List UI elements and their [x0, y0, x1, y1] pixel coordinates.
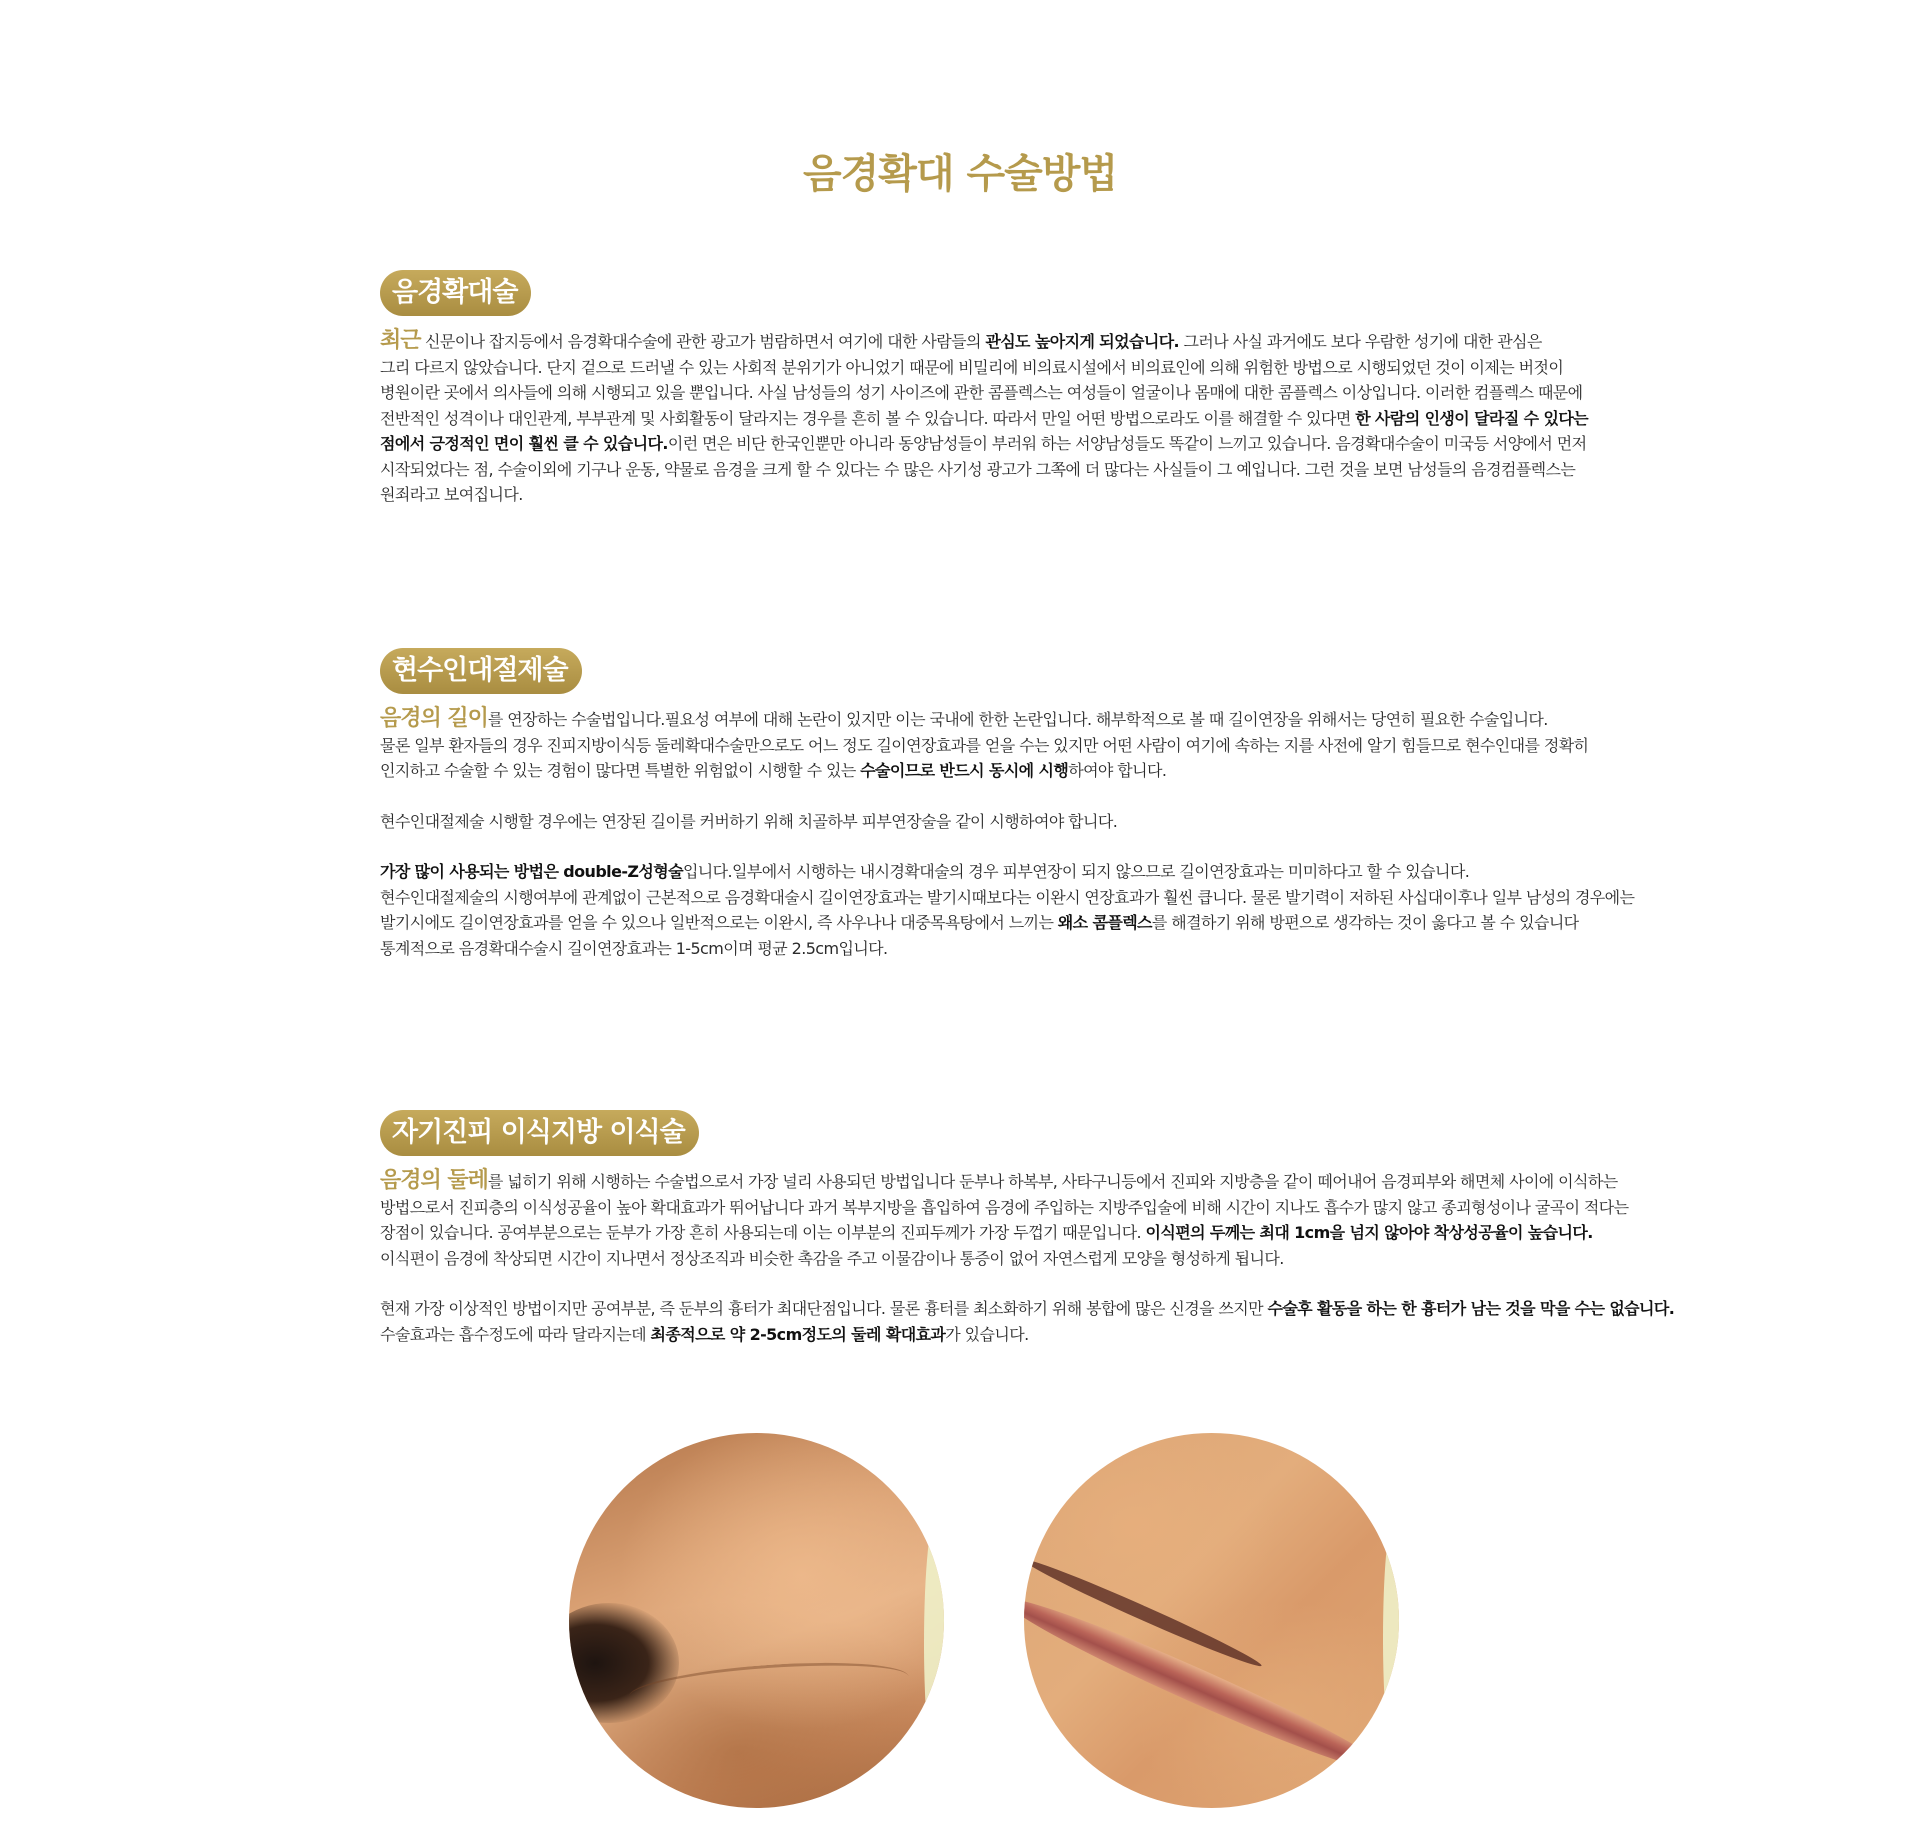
text-line [380, 706, 1700, 733]
text-segment: 방법으로서 진피층의 이식성공율이 높아 확대효과가 뛰어납니다 과거 복부지방을 흡입하여 음경에 주입하는 지방주입술에 비해 시간이 지나도 흡수가 많지 않고 종괴형성이나 굴곡이 적다는 [380, 1197, 1629, 1217]
section-body [380, 328, 1700, 508]
section-dermal-fat-graft [380, 1110, 1700, 1347]
text-line [380, 380, 1700, 406]
text-segment: 시작되었다는 점, 수술이외에 기구나 운동, 약물로 음경을 크게 할 수 있다는 수 많은 사기성 광고가 그쪽에 더 많다는 사실들이 그 예입니다. 그런 것을 보면 남성들의 음경컴플렉스는 [380, 459, 1576, 479]
text-line [380, 1246, 1700, 1272]
text-line [380, 936, 1700, 962]
text-segment: 신문이나 잡지등에서 음경확대수술에 관한 광고가 범람하면서 여기에 대한 사람들의 [420, 332, 986, 351]
text-line [380, 1168, 1700, 1195]
text-line [380, 733, 1700, 759]
text-segment: 수술효과는 흡수정도에 따라 달라지는데 [380, 1324, 651, 1344]
text-segment: 가 있습니다. [945, 1324, 1029, 1344]
bold-text: 이식편의 두께는 최대 1cm을 넘지 않아야 착상성공율이 높습니다. [1145, 1223, 1593, 1242]
bold-text: 수술이므로 반드시 동시에 시행 [860, 761, 1069, 780]
text-segment: 병원이란 곳에서 의사들에 의해 시행되고 있을 뿐입니다. 사실 남성들의 성기 사이즈에 관한 콤플렉스는 여성들이 얼굴이나 몸매에 대한 콤플렉스 이상입니다. 이러한 컴플렉스 때문에 [380, 383, 1583, 402]
text-line [380, 859, 1700, 885]
bold-text: 수술후 활동을 하는 한 흉터가 남는 것을 막을 수는 없습니다. [1267, 1299, 1675, 1318]
text-line [380, 758, 1700, 784]
text-line [380, 1195, 1700, 1221]
text-segment: 하여야 합니다. [1068, 761, 1167, 780]
text-line [380, 1220, 1700, 1246]
lead-word: 음경의 길이 [380, 706, 488, 731]
bold-text: 한 사람의 인생이 달라질 수 있다는 [1355, 408, 1589, 428]
text-line [380, 328, 1700, 355]
text-segment: 이런 면은 비단 한국인뿐만 아니라 동양남성들이 부러워 하는 서양남성들도 똑같이 느끼고 있습니다. 음경확대수술이 미국등 서양에서 먼저 [667, 434, 1587, 453]
text-segment: 그러나 사실 과거에도 보다 우람한 성기에 대한 관심은 [1179, 332, 1542, 351]
text-segment: 현재 가장 이상적인 방법이지만 공여부분, 즉 둔부의 흉터가 최대단점입니다. 물론 흉터를 최소화하기 위해 봉합에 많은 신경을 쓰지만 [380, 1299, 1268, 1318]
text-line [380, 355, 1700, 381]
text-segment: 입니다.일부에서 시행하는 내시경확대술의 경우 피부연장이 되지 않으므로 길이연장효과는 미미하다고 할 수 있습니다. [682, 862, 1470, 881]
text-segment: 를 해결하기 위해 방편으로 생각하는 것이 옳다고 볼 수 있습니다 [1151, 913, 1579, 932]
text-line [380, 482, 1700, 508]
section-tag: 자기진피 이식지방 이식술 [380, 1110, 699, 1156]
page-title: 음경확대 수술방법 [802, 151, 1118, 197]
text-line [380, 809, 1700, 835]
text-segment: 원죄라고 보여집니다. [380, 485, 523, 504]
bold-text: 왜소 콤플렉스 [1057, 913, 1152, 932]
text-line [380, 1322, 1700, 1348]
section-penis-enlargement [380, 270, 1700, 508]
text-segment: 전반적인 성격이나 대인관계, 부부관계 및 사회활동이 달라지는 경우를 흔히 볼 수 있습니다. 따라서 만일 어떤 방법으로라도 이를 해결할 수 있다면 [380, 408, 1356, 428]
scar-closeup-photo [1024, 1433, 1399, 1808]
text-segment: 발기시에도 길이연장효과를 얻을 수 있으나 일반적으로는 이완시, 즉 사우나나 대중목욕탕에서 느끼는 [380, 913, 1058, 932]
section-body [380, 1168, 1700, 1347]
text-segment: 를 연장하는 수술법입니다.필요성 여부에 대해 논란이 있지만 이는 국내에 한한 논란입니다. 해부학적으로 볼 때 길이연장을 위해서는 당연히 필요한 수술입니다. [487, 710, 1548, 729]
section-body [380, 706, 1700, 961]
text-line [380, 431, 1700, 457]
text-segment: 그리 다르지 않았습니다. 단지 겉으로 드러낼 수 있는 사회적 분위기가 아니었기 때문에 비밀리에 비의료시설에서 비의료인에 의해 위험한 방법으로 시행되었던 것이 이제는 버젓이 [380, 357, 1564, 377]
section-suspensory-ligament-release [380, 648, 1700, 961]
text-segment: 장점이 있습니다. 공여부분으로는 둔부가 가장 흔히 사용되는데 이는 이부분의 진피두께가 가장 두껍기 때문입니다. [380, 1223, 1146, 1242]
text-line [380, 406, 1700, 432]
text-line [380, 910, 1700, 936]
text-segment: 현수인대절제술 시행할 경우에는 연장된 길이를 커버하기 위해 치골하부 피부연장술을 같이 시행하여야 합니다. [380, 811, 1118, 831]
text-line [380, 1296, 1700, 1322]
text-segment: 현수인대절제술의 시행여부에 관계없이 근본적으로 음경확대술시 길이연장효과는 발기시때보다는 이완시 연장효과가 훨씬 큽니다. 물론 발기력이 저하된 사십대이후나 일부 남성의 경우에는 [380, 887, 1635, 907]
bold-text: 관심도 높아지게 되었습니다. [985, 332, 1180, 351]
section-tag: 음경확대술 [380, 270, 531, 316]
bold-text: 점에서 긍정적인 면이 훨씬 클 수 있습니다. [380, 434, 668, 453]
text-line [380, 457, 1700, 483]
bold-text: 최종적으로 약 2-5cm정도의 둘레 확대효과 [650, 1324, 946, 1344]
text-segment: 인지하고 수술할 수 있는 경험이 많다면 특별한 위험없이 시행할 수 있는 [380, 761, 861, 780]
text-line [380, 885, 1700, 911]
bold-text: 가장 많이 사용되는 방법은 double-Z성형술 [380, 862, 683, 881]
lead-word: 음경의 둘레 [380, 1168, 488, 1193]
section-tag: 현수인대절제술 [380, 648, 582, 694]
buttock-skin-photo [569, 1433, 944, 1808]
lead-word: 최근 [380, 328, 421, 353]
text-segment: 물론 일부 환자들의 경우 진피지방이식등 둘레확대수술만으로도 어느 정도 길이연장효과를 얻을 수는 있지만 어떤 사람이 여기에 속하는 지를 사전에 알기 힘들므로 현수인대를 정확히 [380, 735, 1589, 755]
text-segment: 통계적으로 음경확대수술시 길이연장효과는 1-5cm이며 평균 2.5cm입니다. [380, 938, 888, 958]
text-segment: 를 넓히기 위해 시행하는 수술법으로서 가장 널리 사용되던 방법입니다 둔부나 하복부, 사타구니등에서 진피와 지방층을 같이 떼어내어 음경피부와 해면체 사이에 이식하는 [487, 1172, 1618, 1191]
text-segment: 이식편이 음경에 착상되면 시간이 지나면서 정상조직과 비슷한 촉감을 주고 이물감이나 통증이 없어 자연스럽게 모양을 형성하게 됩니다. [380, 1248, 1284, 1268]
